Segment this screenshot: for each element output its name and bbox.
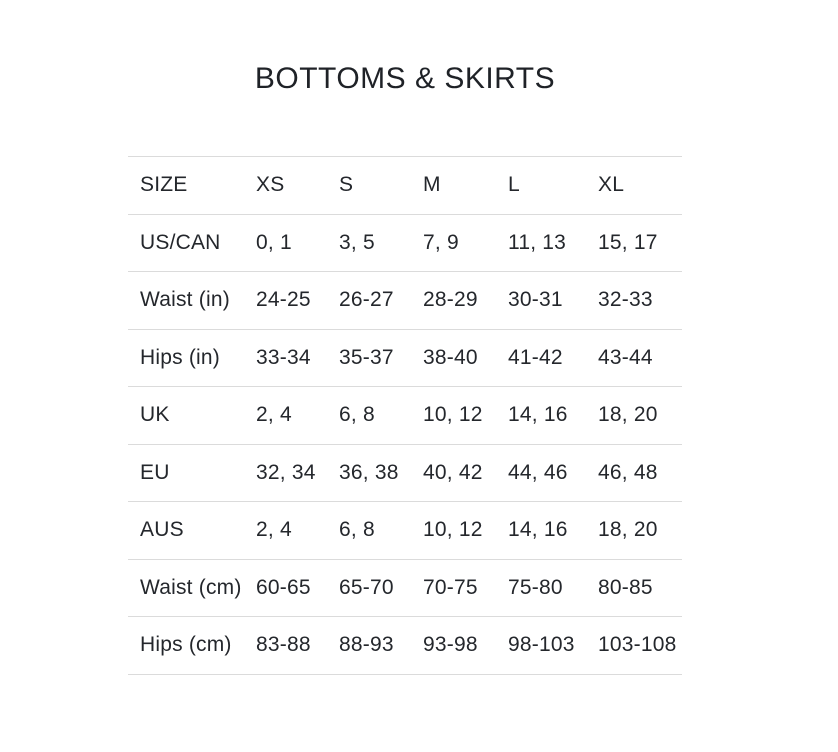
row-label: US/CAN — [128, 214, 244, 272]
size-cell: 18, 20 — [586, 502, 682, 560]
table-row — [128, 214, 682, 272]
size-cell: 32-33 — [586, 272, 682, 330]
size-cell: 65-70 — [327, 559, 411, 617]
size-cell: 15, 17 — [586, 214, 682, 272]
size-cell: 70-75 — [411, 559, 496, 617]
size-cell: 103-108 — [586, 617, 682, 675]
row-label: Hips (cm) — [128, 617, 244, 675]
column-header: M — [411, 157, 496, 215]
size-cell: 24-25 — [244, 272, 327, 330]
size-cell: 26-27 — [327, 272, 411, 330]
size-cell: 2, 4 — [244, 387, 327, 445]
size-cell: 88-93 — [327, 617, 411, 675]
size-cell: 33-34 — [244, 329, 327, 387]
table-row — [128, 617, 682, 675]
size-cell: 46, 48 — [586, 444, 682, 502]
table-row — [128, 329, 682, 387]
size-cell: 43-44 — [586, 329, 682, 387]
size-cell: 28-29 — [411, 272, 496, 330]
size-cell: 41-42 — [496, 329, 586, 387]
size-cell: 32, 34 — [244, 444, 327, 502]
size-column-header: SIZE — [128, 157, 244, 215]
size-cell: 0, 1 — [244, 214, 327, 272]
size-cell: 36, 38 — [327, 444, 411, 502]
size-cell: 14, 16 — [496, 502, 586, 560]
table-row — [128, 559, 682, 617]
table-row — [128, 387, 682, 445]
size-cell: 38-40 — [411, 329, 496, 387]
size-cell: 11, 13 — [496, 214, 586, 272]
row-label: EU — [128, 444, 244, 502]
size-chart-body — [128, 214, 682, 674]
row-label: AUS — [128, 502, 244, 560]
header-row — [128, 157, 682, 215]
size-cell: 80-85 — [586, 559, 682, 617]
table-row — [128, 272, 682, 330]
table-row — [128, 502, 682, 560]
size-cell: 2, 4 — [244, 502, 327, 560]
size-guide-content — [128, 0, 682, 675]
column-header: XS — [244, 157, 327, 215]
size-cell: 18, 20 — [586, 387, 682, 445]
size-cell: 6, 8 — [327, 387, 411, 445]
page-title: BOTTOMS & SKIRTS — [254, 62, 556, 95]
size-chart-table — [128, 156, 682, 675]
size-cell: 44, 46 — [496, 444, 586, 502]
size-cell: 60-65 — [244, 559, 327, 617]
size-cell: 6, 8 — [327, 502, 411, 560]
row-label: UK — [128, 387, 244, 445]
size-cell: 30-31 — [496, 272, 586, 330]
size-cell: 35-37 — [327, 329, 411, 387]
size-cell: 10, 12 — [411, 387, 496, 445]
size-cell: 98-103 — [496, 617, 586, 675]
size-cell: 93-98 — [411, 617, 496, 675]
row-label: Waist (in) — [128, 272, 244, 330]
size-cell: 75-80 — [496, 559, 586, 617]
size-cell: 10, 12 — [411, 502, 496, 560]
size-cell: 7, 9 — [411, 214, 496, 272]
column-header: L — [496, 157, 586, 215]
size-cell: 40, 42 — [411, 444, 496, 502]
row-label: Hips (in) — [128, 329, 244, 387]
column-header: XL — [586, 157, 682, 215]
size-cell: 83-88 — [244, 617, 327, 675]
size-cell: 3, 5 — [327, 214, 411, 272]
table-row — [128, 444, 682, 502]
size-cell: 14, 16 — [496, 387, 586, 445]
row-label: Waist (cm) — [128, 559, 244, 617]
column-header: S — [327, 157, 411, 215]
